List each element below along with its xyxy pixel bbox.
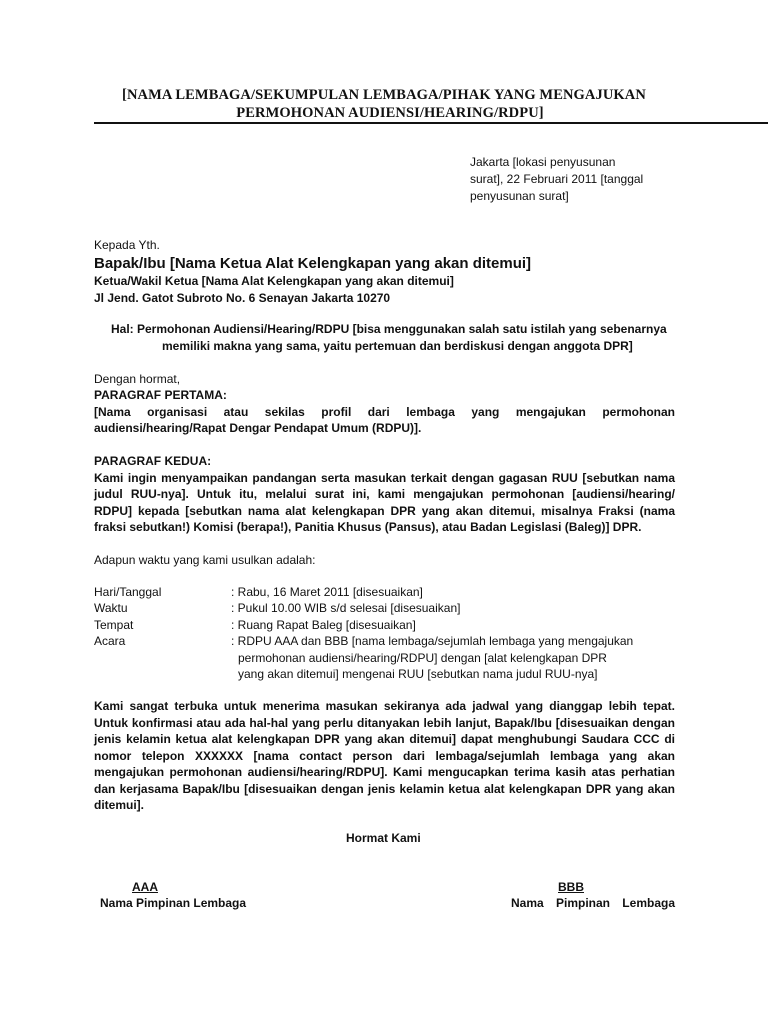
closing-line: nomor telepon XXXXXX [nama contact person dari lembaga/sejumlah lembaga yang akan [94,749,675,763]
signer-left-name: AAA [132,880,158,894]
recipient-name: Bapak/Ibu [Nama Ketua Alat Kelengkapan yang akan ditemui] [94,255,532,272]
paragraph-two-line: RDPU] kepada [sebutkan nama alat kelengkapan DPR yang akan ditemui, misalnya Fraksi (nama [94,504,675,518]
place-date-line: penyusunan surat] [470,189,569,203]
schedule-value-continued: yang akan ditemui] mengenai RUU [sebutkan nama judul RUU-nya] [238,667,598,681]
closing-line: ditemui]. [94,798,144,812]
paragraph-one-line: [Nama organisasi atau sekilas profil dari lembaga yang mengajukan permohonan [94,405,675,419]
closing-line: mengajukan permohonan audiensi/hearing/RDPU]. Kami mengucapkan terima kasih atas perhatian [94,765,675,779]
schedule-label: Tempat [94,618,134,632]
subject-line-1: Hal: Permohonan Audiensi/Hearing/RDPU [bisa menggunakan salah satu istilah yang sebenarnya [111,322,667,336]
closing-line: Untuk konfirmasi atau ada hal-hal yang perlu ditanyakan lebih lanjut, Bapak/Ibu [disesuaikan dengan [94,716,675,730]
place-date-line: Jakarta [lokasi penyusunan [470,155,616,169]
closing-line: dan kerjasama Bapak/Ibu [disesuaikan dengan jenis kelamin ketua alat kelengkapan DPR yang akan [94,782,675,796]
signer-right-title: Nama Pimpinan Lembaga [511,896,675,910]
paragraph-two-line: judul RUU-nya]. Untuk itu, melalui surat ini, kami mengajukan permohonan [audiensi/hearing/ [94,487,675,501]
header-divider [94,122,768,124]
schedule-value: : Ruang Rapat Baleg [disesuaikan] [231,618,416,632]
schedule-value: : Pukul 10.00 WIB s/d selesai [disesuaikan] [231,601,461,615]
schedule-value-continued: permohonan audiensi/hearing/RDPU] dengan [alat kelengkapan DPR [238,651,607,665]
signer-left-title: Nama Pimpinan Lembaga [100,896,247,910]
opening-salutation: Dengan hormat, [94,372,181,386]
schedule-label: Waktu [94,601,128,615]
schedule-intro: Adapun waktu yang kami usulkan adalah: [94,553,316,567]
recipient-address: Jl Jend. Gatot Subroto No. 6 Senayan Jakarta 10270 [94,291,391,305]
subject-line-2: memiliki makna yang sama, yaitu pertemuan dan berdiskusi dengan anggota DPR] [162,339,633,353]
paragraph-two-line: Kami ingin menyampaikan pandangan serta masukan terkait dengan gagasan RUU [sebutkan nama [94,471,675,485]
paragraph-two-heading: PARAGRAF KEDUA: [94,454,212,468]
place-date-line: surat], 22 Februari 2011 [tanggal [470,172,644,186]
schedule-label: Acara [94,634,126,648]
schedule-label: Hari/Tanggal [94,585,162,599]
signer-right-name: BBB [558,880,584,894]
closing-line: Kami sangat terbuka untuk menerima masukan sekiranya ada jadwal yang dianggap lebih tepat. [94,699,675,713]
header-line-2: PERMOHONAN AUDIENSI/HEARING/RDPU] [236,105,544,121]
recipient-greeting: Kepada Yth. [94,238,160,252]
paragraph-one-heading: PARAGRAF PERTAMA: [94,388,227,402]
schedule-value: : Rabu, 16 Maret 2011 [disesuaikan] [231,585,423,599]
signoff: Hormat Kami [346,831,421,845]
paragraph-one-line: audiensi/hearing/Rapat Dengar Pendapat Umum (RDPU)]. [94,421,422,435]
schedule-value: : RDPU AAA dan BBB [nama lembaga/sejumlah lembaga yang mengajukan [231,634,634,648]
recipient-role: Ketua/Wakil Ketua [Nama Alat Kelengkapan yang akan ditemui] [94,274,454,288]
paragraph-two-line: fraksi sebutkan!) Komisi (berapa!), Panitia Khusus (Pansus), atau Badan Legislasi (Baleg)] DPR. [94,520,642,534]
header-line-1: [NAMA LEMBAGA/SEKUMPULAN LEMBAGA/PIHAK YANG MENGAJUKAN [122,87,646,103]
closing-line: jenis kelamin ketua alat kelengkapan DPR yang akan ditemui] dapat menghubungi Saudara CCC di [94,732,675,746]
